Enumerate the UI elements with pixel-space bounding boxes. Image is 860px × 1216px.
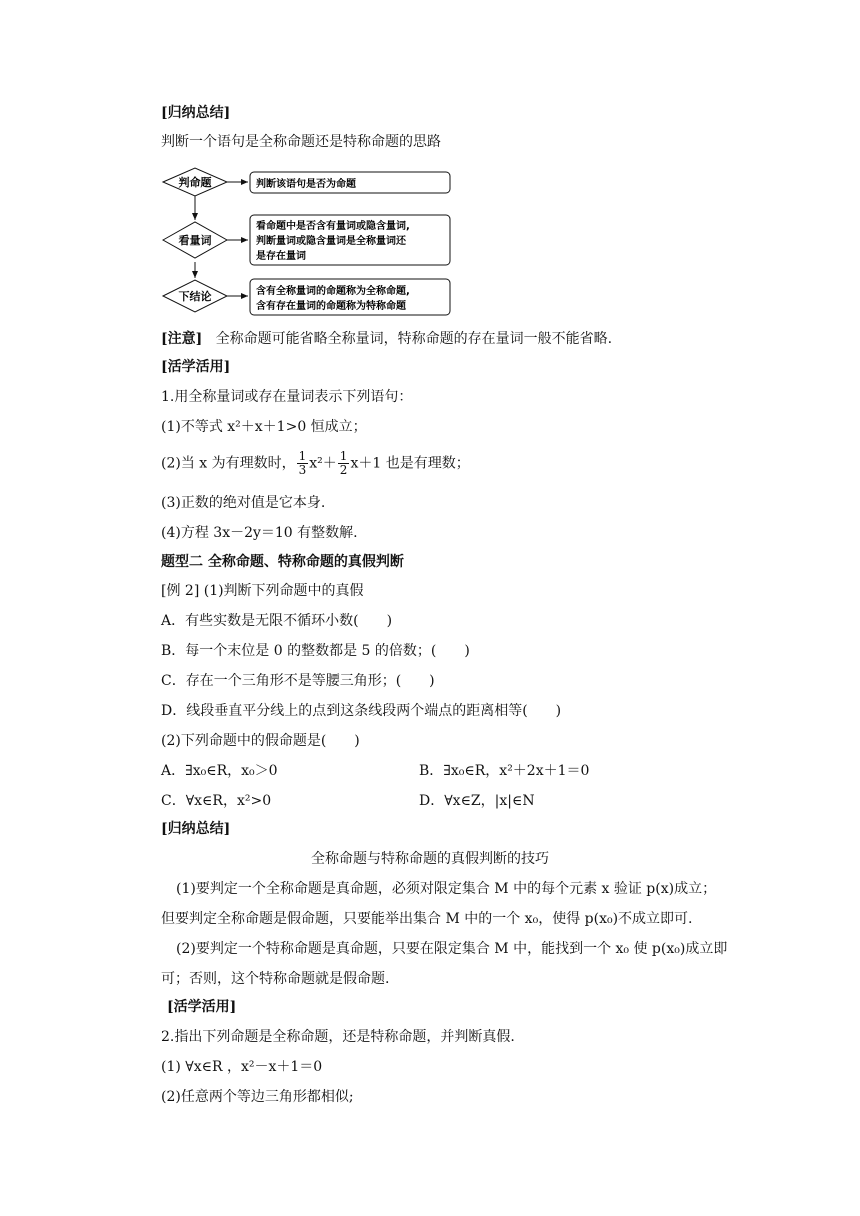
note-line: [161, 330, 612, 348]
flow-desc-2-3: 是存在量词: [256, 251, 306, 262]
option-b: B．∃x₀∈R，x²＋2x＋1＝0: [419, 763, 590, 779]
practice2-item-2: (2)任意两个等边三角形都相似;: [161, 1089, 354, 1105]
heading-practice-1: [活学活用]: [161, 359, 231, 375]
frac1-den: 3: [298, 463, 307, 477]
practice2-question: 2.指出下列命题是全称命题，还是特称命题，并判断真假.: [161, 1029, 515, 1045]
summary2-p1a: (1)要判定一个全称命题是真命题，必须对限定集合 M 中的每个元素 x 验证 p(x)成立；: [176, 881, 717, 897]
practice1-item-2-mid: x²＋: [309, 455, 337, 472]
option-d: D．∀x∈Z，|x|∈N: [419, 793, 535, 809]
summary2-title: 全称命题与特称命题的真假判断的技巧: [311, 851, 549, 867]
summary2-p2a: (2)要判定一个特称命题是真命题，只要在限定集合 M 中，能找到一个 x₀ 使 p(x₀)成立即: [176, 941, 728, 957]
example2-item-b: B．每一个末位是 0 的整数都是 5 的倍数；( ): [161, 643, 470, 659]
practice2-item-1: (1) ∀x∈R ，x²－x＋1＝0: [161, 1059, 323, 1075]
intro-text: 判断一个语句是全称命题还是特称命题的思路: [161, 134, 441, 150]
heading-summary-2: [归纳总结]: [161, 821, 231, 837]
fraction-1-3: [297, 450, 309, 477]
example2-intro: [例 2] (1)判断下列命题中的真假: [161, 583, 364, 599]
example2-item-c: C．存在一个三角形不是等腰三角形；( ): [161, 673, 435, 689]
option-a: A．∃x₀∈R，x₀＞0: [161, 763, 278, 779]
flow-desc-3-2: 含有存在量词的命题称为特称命题: [256, 301, 406, 312]
frac1-num: 1: [298, 449, 307, 463]
option-c: C．∀x∈R，x²>0: [161, 793, 272, 809]
flow-desc-3-1: 含有全称量词的命题称为全称命题,: [256, 286, 410, 297]
note-label: [注意]: [161, 331, 203, 347]
flow-desc-2-1: 看命题中是否含有量词或隐含量词,: [256, 221, 410, 232]
example2-q2: (2)下列命题中的假命题是( ): [161, 733, 360, 749]
practice1-question: 1.用全称量词或存在量词表示下列语句：: [161, 389, 413, 405]
flowchart: [160, 160, 460, 322]
note-text: 全称命题可能省略全称量词，特称命题的存在量词一般不能省略.: [215, 331, 613, 347]
example2-item-d: D．线段垂直平分线上的点到这条线段两个端点的距离相等( ): [161, 703, 562, 719]
flow-label-3: 下结论: [178, 290, 212, 303]
practice1-item-1: (1)不等式 x²＋x＋1>0 恒成立；: [161, 419, 367, 435]
flow-label-2: 看量词: [178, 234, 212, 247]
flow-label-1: 判命题: [178, 176, 212, 189]
practice1-item-4: (4)方程 3x－2y＝10 有整数解.: [161, 525, 358, 541]
heading-practice-2: [活学活用]: [167, 999, 237, 1015]
summary2-p1b: 但要判定全称命题是假命题，只要能举出集合 M 中的一个 x₀，使得 p(x₀)不成立即可.: [161, 911, 693, 927]
summary2-p2b: 可；否则，这个特称命题就是假命题.: [161, 971, 390, 987]
heading-summary-1: [归纳总结]: [161, 105, 231, 121]
type2-title: 题型二 全称命题、特称命题的真假判断: [161, 554, 404, 570]
fraction-1-2: [338, 450, 350, 477]
practice1-item-2-head: (2)当 x 为有理数时，: [161, 455, 296, 472]
frac2-num: 1: [339, 449, 348, 463]
practice1-item-2-end: x＋1 也是有理数；: [350, 455, 470, 472]
practice1-item-2: [161, 450, 470, 477]
flow-desc-2-2: 判断量词或隐含量词是全称量词还: [256, 236, 406, 247]
frac2-den: 2: [339, 463, 348, 477]
practice1-item-3: (3)正数的绝对值是它本身.: [161, 495, 326, 511]
flow-desc-1-1: 判断该语句是否为命题: [256, 179, 356, 190]
example2-item-a: A．有些实数是无限不循环小数( ): [161, 613, 393, 629]
